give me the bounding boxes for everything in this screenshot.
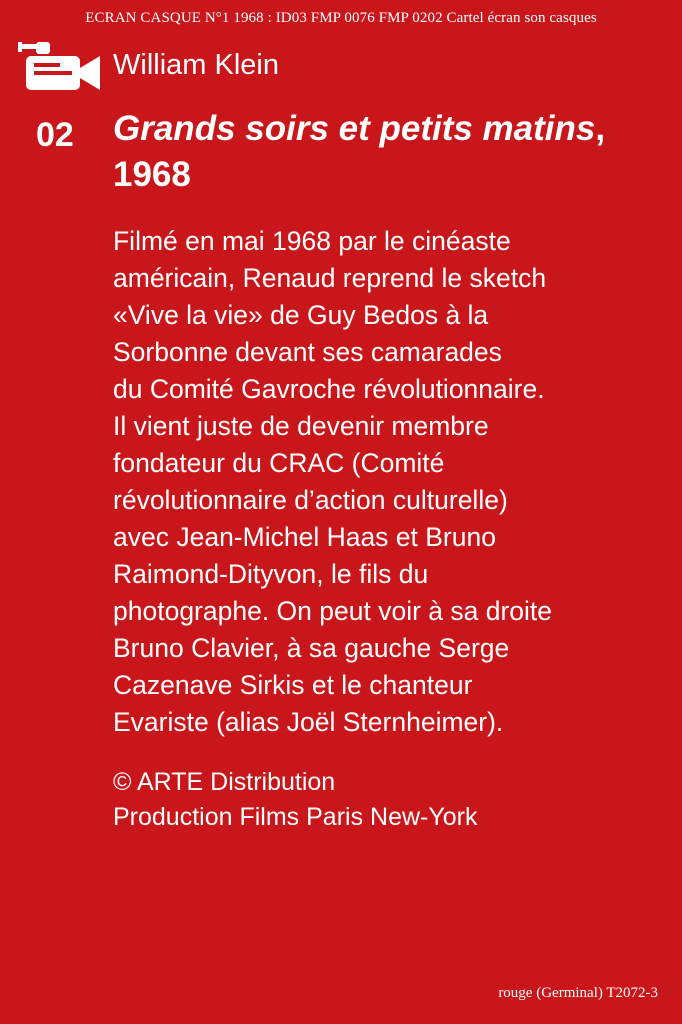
entry-number: 02 [36, 116, 74, 154]
description-line: Raimond-Dityvon, le fils du [113, 559, 429, 589]
work-title-name: Grands soirs et petits matins [113, 109, 596, 148]
description-line: avec Jean-Michel Haas et Bruno [113, 522, 496, 552]
description-line: Filmé en mai 1968 par le cinéaste [113, 226, 511, 256]
work-title [113, 106, 673, 198]
credits [113, 765, 477, 835]
description-line: Sorbonne devant ses camarades [113, 337, 502, 367]
description-line: Bruno Clavier, à sa gauche Serge [113, 633, 510, 663]
description-line: Evariste (alias Joël Sternheimer). [113, 707, 504, 737]
footer-reference: rouge (Germinal) T2072-3 [498, 985, 658, 1001]
description-line: américain, Renaud reprend le sketch [113, 263, 547, 293]
description-line: Il vient juste de devenir membre [113, 411, 489, 441]
work-title-year: , 1968 [113, 109, 606, 194]
author-name: William Klein [113, 49, 279, 81]
description-line: Cazenave Sirkis et le chanteur [113, 670, 473, 700]
description [113, 223, 673, 741]
description-line: photographe. On peut voir à sa droite [113, 596, 553, 626]
credit-copyright: © ARTE Distribution [113, 768, 336, 796]
credit-production: Production Films Paris New-York [113, 803, 478, 831]
video-camera-icon [18, 42, 102, 92]
description-line: révolutionnaire d’action culturelle) [113, 485, 508, 515]
header-reference: ECRAN CASQUE N°1 1968 : ID03 FMP 0076 FMP 0202 Cartel écran son casques [85, 10, 597, 26]
description-line: fondateur du CRAC (Comité [113, 448, 445, 478]
description-line: «Vive la vie» de Guy Bedos à la [113, 300, 489, 330]
description-line: du Comité Gavroche révolutionnaire. [113, 374, 545, 404]
